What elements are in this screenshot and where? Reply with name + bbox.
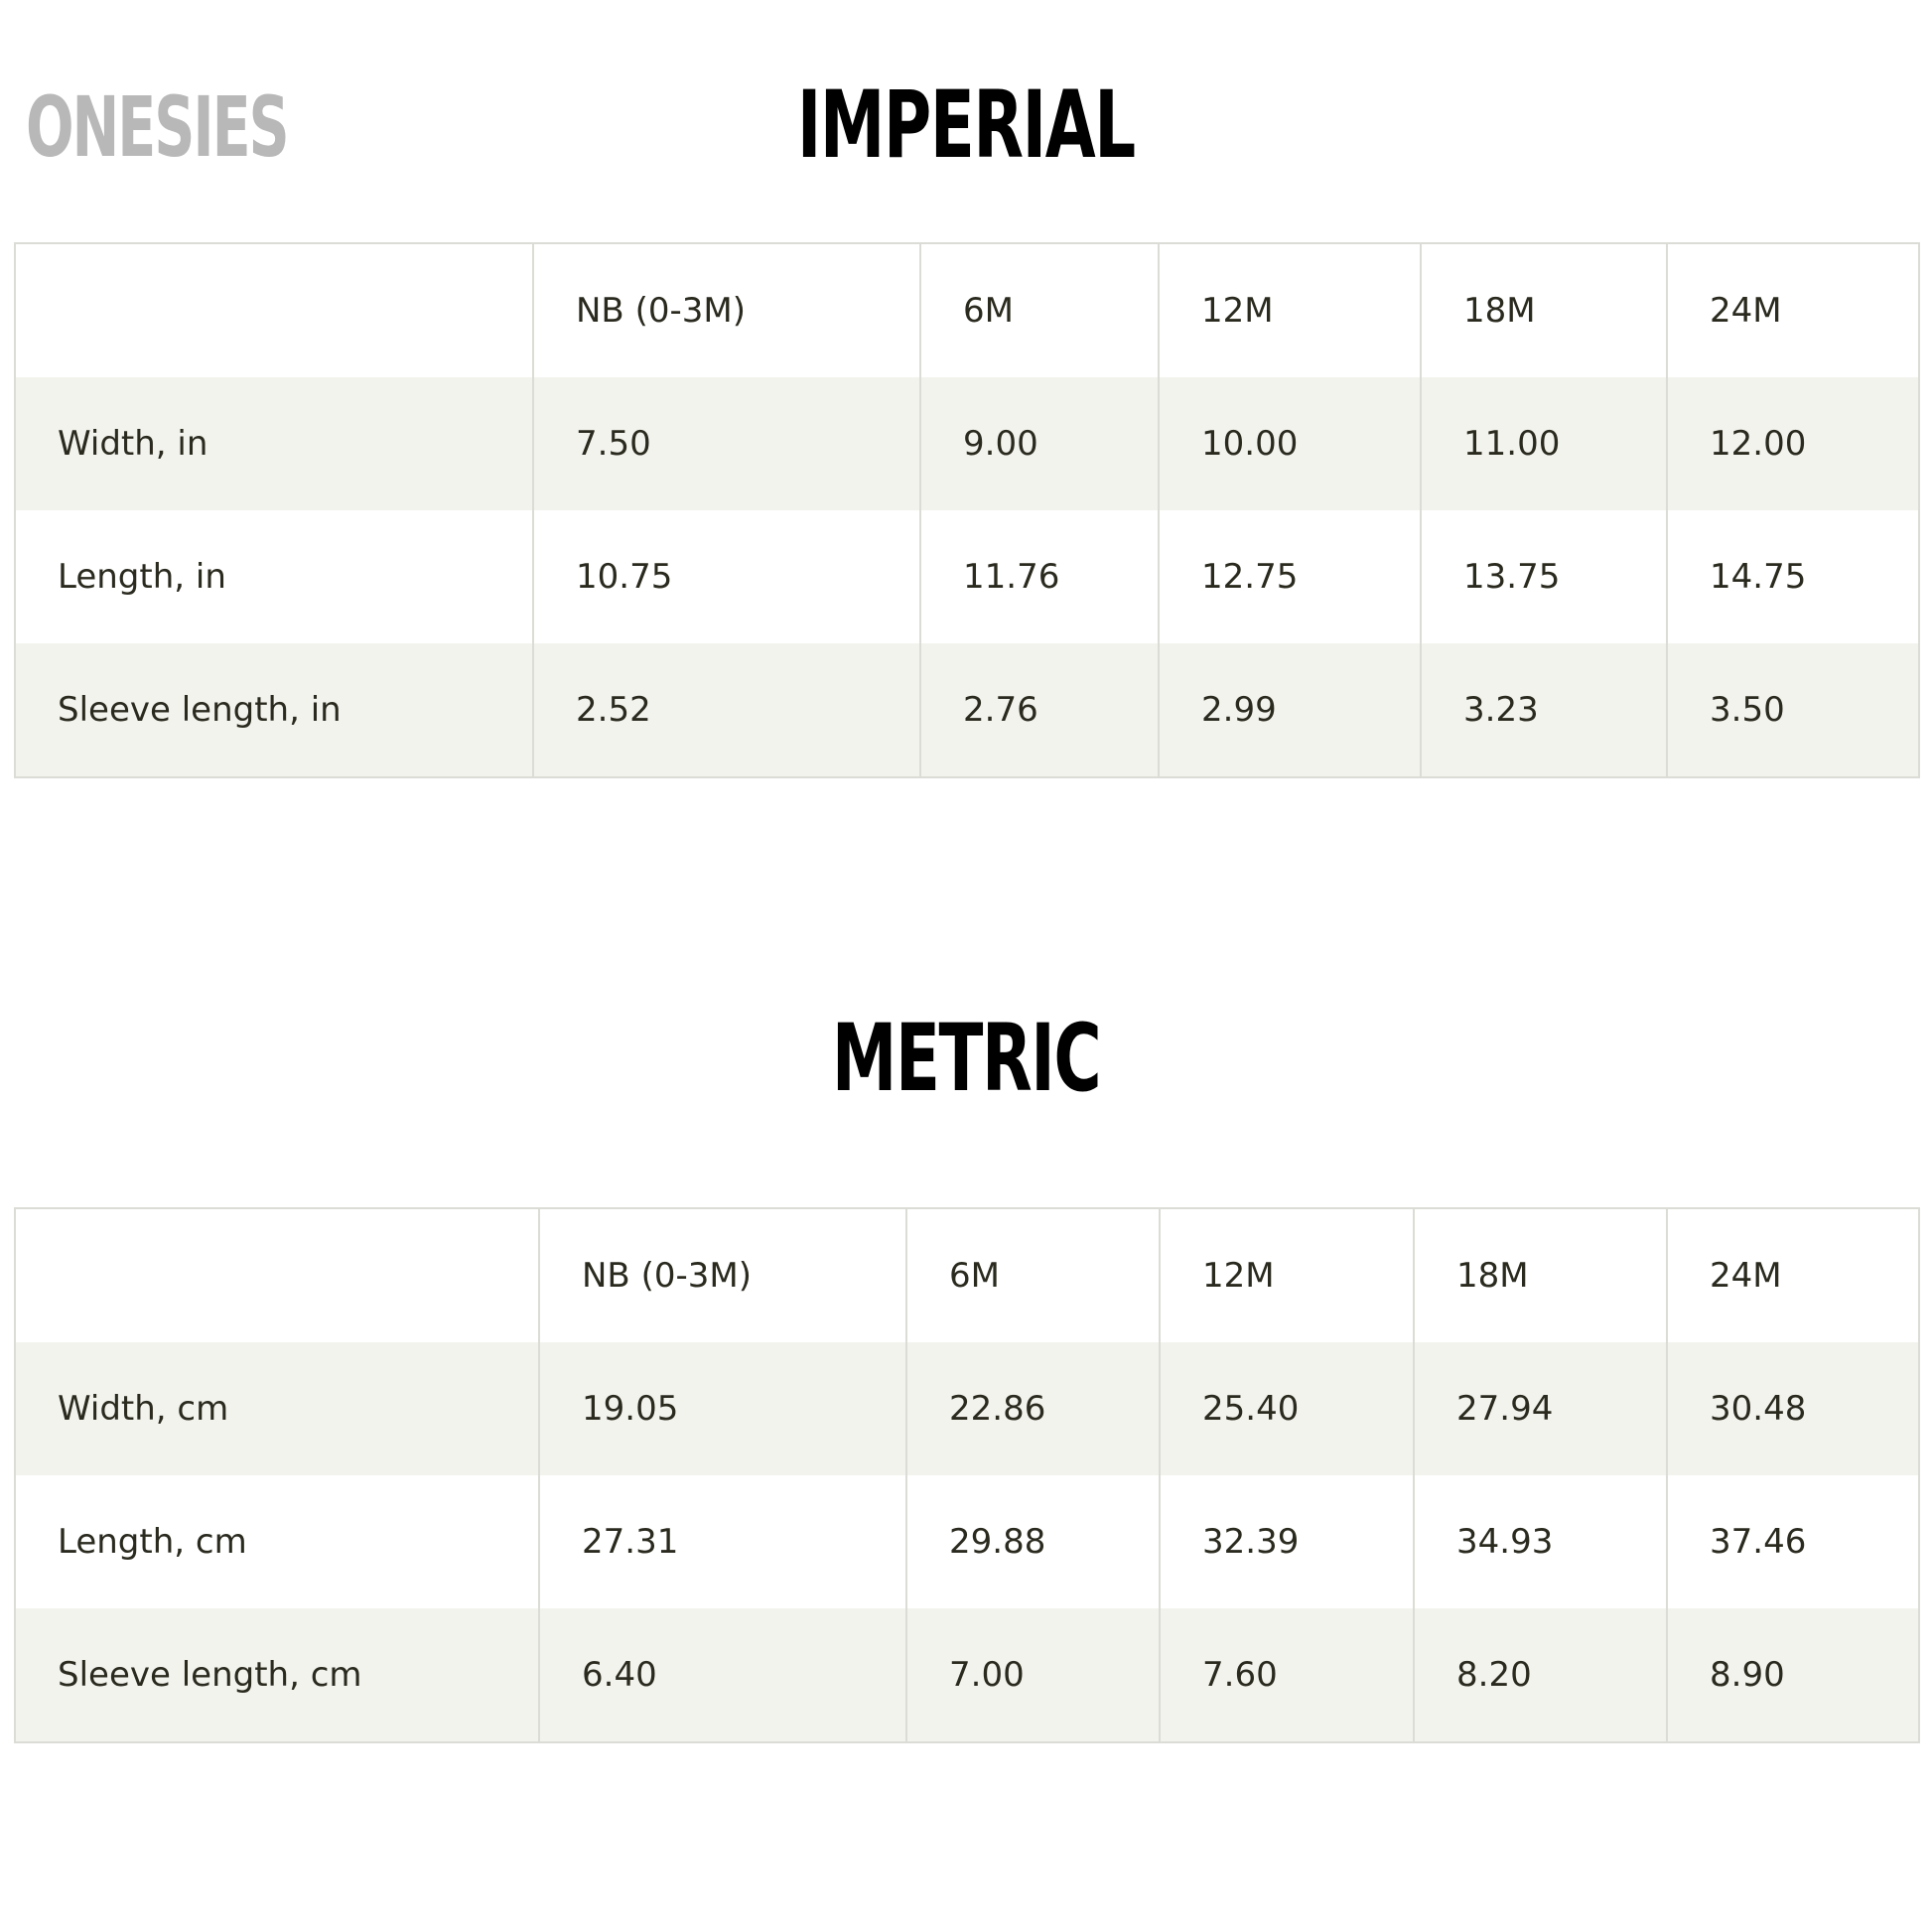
- row-label: Width, in: [15, 377, 533, 510]
- table-cell: 2.52: [533, 643, 920, 777]
- table-cell: 3.50: [1667, 643, 1919, 777]
- metric-size-table: [14, 1207, 1920, 1743]
- table-cell: 10.00: [1159, 377, 1421, 510]
- imperial-header-cell: 24M: [1667, 243, 1919, 377]
- row-label: Length, in: [15, 510, 533, 643]
- imperial-header-cell-blank: [15, 243, 533, 377]
- metric-header-cell: 18M: [1414, 1208, 1667, 1342]
- table-cell: 3.23: [1421, 643, 1667, 777]
- metric-row-length: [15, 1475, 1919, 1608]
- table-cell: 34.93: [1414, 1475, 1667, 1608]
- table-cell: 8.20: [1414, 1608, 1667, 1742]
- imperial-row-length: [15, 510, 1919, 643]
- table-cell: 11.00: [1421, 377, 1667, 510]
- metric-title-text: METRIC: [831, 1005, 1101, 1113]
- table-cell: 25.40: [1160, 1342, 1414, 1475]
- table-cell: 14.75: [1667, 510, 1919, 643]
- imperial-size-table: [14, 242, 1920, 778]
- table-cell: 10.75: [533, 510, 920, 643]
- metric-header-cell: 6M: [906, 1208, 1160, 1342]
- metric-row-width: [15, 1342, 1919, 1475]
- imperial-title: [0, 71, 1932, 181]
- table-cell: 32.39: [1160, 1475, 1414, 1608]
- table-cell: 6.40: [539, 1608, 906, 1742]
- imperial-header-row: [15, 243, 1919, 377]
- metric-header-cell: 24M: [1667, 1208, 1919, 1342]
- metric-header-cell-blank: [15, 1208, 539, 1342]
- table-cell: 2.99: [1159, 643, 1421, 777]
- row-label: Sleeve length, in: [15, 643, 533, 777]
- table-cell: 2.76: [920, 643, 1159, 777]
- table-cell: 37.46: [1667, 1475, 1919, 1608]
- table-cell: 7.00: [906, 1608, 1160, 1742]
- table-cell: 29.88: [906, 1475, 1160, 1608]
- table-cell: 27.94: [1414, 1342, 1667, 1475]
- table-cell: 13.75: [1421, 510, 1667, 643]
- row-label: Sleeve length, cm: [15, 1608, 539, 1742]
- table-cell: 9.00: [920, 377, 1159, 510]
- imperial-row-sleeve-length: [15, 643, 1919, 777]
- table-cell: 7.50: [533, 377, 920, 510]
- table-cell: 11.76: [920, 510, 1159, 643]
- table-cell: 19.05: [539, 1342, 906, 1475]
- table-cell: 7.60: [1160, 1608, 1414, 1742]
- imperial-row-width: [15, 377, 1919, 510]
- imperial-header-cell: 12M: [1159, 243, 1421, 377]
- imperial-header-cell: 18M: [1421, 243, 1667, 377]
- metric-header-cell: 12M: [1160, 1208, 1414, 1342]
- table-cell: 30.48: [1667, 1342, 1919, 1475]
- table-cell: 22.86: [906, 1342, 1160, 1475]
- table-cell: 8.90: [1667, 1608, 1919, 1742]
- table-cell: 27.31: [539, 1475, 906, 1608]
- row-label: Width, cm: [15, 1342, 539, 1475]
- metric-title: [0, 1005, 1932, 1114]
- metric-header-row: [15, 1208, 1919, 1342]
- table-cell: 12.75: [1159, 510, 1421, 643]
- table-cell: 12.00: [1667, 377, 1919, 510]
- metric-header-cell: NB (0-3M): [539, 1208, 906, 1342]
- row-label: Length, cm: [15, 1475, 539, 1608]
- product-name: ONESIES: [26, 78, 288, 176]
- imperial-title-text: IMPERIAL: [797, 71, 1135, 180]
- imperial-header-cell: 6M: [920, 243, 1159, 377]
- imperial-header-cell: NB (0-3M): [533, 243, 920, 377]
- metric-row-sleeve-length: [15, 1608, 1919, 1742]
